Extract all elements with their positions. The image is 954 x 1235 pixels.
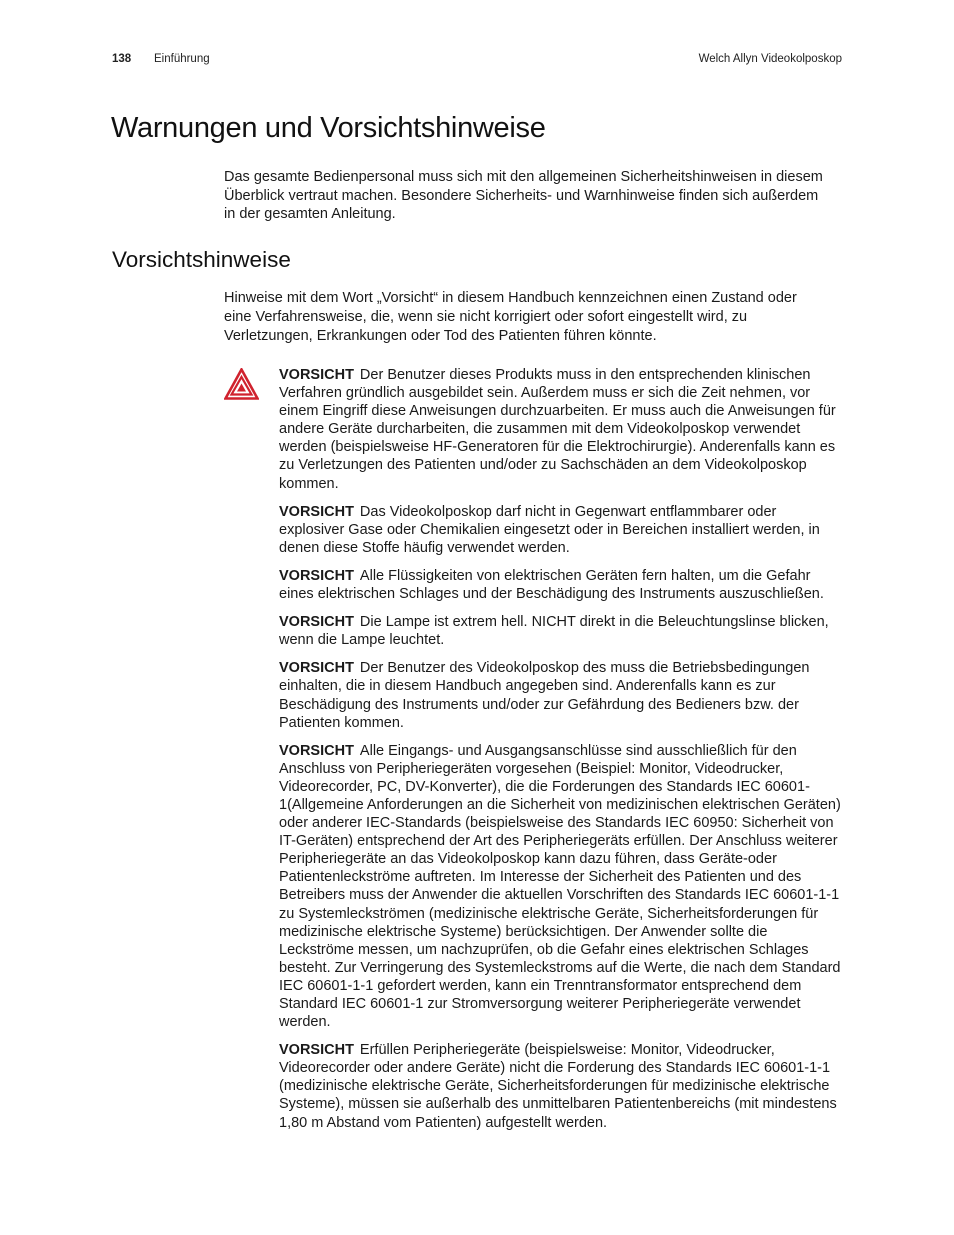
caution-text: Alle Flüssigkeiten von elektrischen Geräten fern halten, um die Gefahr eines elektrischen Schlages und der Beschädigung des Instruments auszuschließen.	[279, 567, 824, 603]
caution-item	[279, 366, 841, 493]
intro-paragraph: Das gesamte Bedienpersonal muss sich mit den allgemeinen Sicherheitshinweisen in diesem Überblick vertraut machen. Besondere Sicherheits- und Warnhinweise finden sich außerdem in der gesamten Anleitung.	[224, 169, 823, 222]
subsection-intro: Hinweise mit dem Wort „Vorsicht“ in diesem Handbuch kennzeichnen einen Zustand oder eine Verfahrensweise, die, wenn sie nicht korrigiert oder sofort eingestellt wird, zu Verletzungen, Erkrankungen oder Tod des Patienten führen könnte.	[224, 290, 797, 344]
caution-label: VORSICHT	[279, 367, 354, 383]
page-title: Warnungen und Vorsichtshinweise	[111, 112, 546, 144]
page-header	[112, 53, 842, 69]
caution-label: VORSICHT	[279, 742, 354, 759]
hazard-warning-triangle-icon	[224, 368, 259, 400]
caution-item	[279, 503, 841, 557]
caution-text: Der Benutzer dieses Produkts muss in den entsprechenden klinischen Verfahren gründlich ausgebildet sein. Außerdem muss er sich die Zeit nehmen, vor einem Eingriff diese Anweisungen durchzuarbeiten. Er muss auch die Anweisungen für andere Geräte durcharbeiten, die zusammen mit dem Videokolposkop verwendet werden (beispielsweise HF-Generatoren für die Elektrochirurgie). Anderenfalls kann es zu Verletzungen des Patienten und/oder zu Sachschäden an dem Videokolposkop kommen.	[279, 367, 836, 492]
caution-item	[279, 1041, 841, 1131]
caution-text: Alle Eingangs- und Ausgangsanschlüsse sind ausschließlich für den Anschluss von Peripheriegeräten vorgesehen (Beispiel: Monitor, Videodrucker, Videorecorder, PC, DV-Konverter), die die Forderungen des Standards IEC 60601-1(Allgemeine Anforderungen an die Sicherheit von medizinischen elektrischen Geräten) oder anderer IEC-Standards (beispielsweise des Standards IEC 60950: Sicherheit von IT-Geräten) entsprechend der Art des Peripheriegeräts erfüllen. Der Anschluss weiterer Peripheriegeräte an das Videokolposkop kann dazu führen, dass Geräte-oder Patientenleckströme auftreten. Im Interesse der Sicherheit des Patienten und des Betreibers muss der Anwender die aktuellen Vorschriften des Standards IEC 60601-1-1 zu Systemleckströmen (medizinische elektrische Geräte, Sicherheitsforderungen für medizinische elektrische Systeme) berücksichtigen. Der Anwender sollte die Leckströme messen, um nachzuprüfen, ob die Gefahr eines elektrischen Schlages besteht. Zur Verringerung des Systemleckstroms auf die Werte, die nach dem Standard IEC 60601-1-1 gefordert werden, kann ein Trenntransformator entsprechend dem Standard IEC 60601-1 zur Stromversorgung weiterer Peripheriegeräte verwendet werden.	[279, 742, 841, 1031]
page-number: 138	[112, 53, 132, 65]
caution-text: Die Lampe ist extrem hell. NICHT direkt in die Beleuchtungslinse blicken, wenn die Lampe leuchtet.	[279, 614, 829, 649]
caution-list	[279, 366, 841, 1142]
caution-item	[279, 742, 841, 1032]
caution-item	[279, 659, 841, 731]
caution-text: Erfüllen Peripheriegeräte (beispielsweise: Monitor, Videodrucker, Videorecorder oder andere Geräte) nicht die Forderung des Standards IEC 60601-1-1 (medizinische elektrische Geräte, Sicherheitsforderungen für medizinische elektrische Systeme), müssen sie außerhalb des unmittelbaren Patientenbereichs (mit mindestens 1,80 m Abstand vom Patienten) aufgestellt werden.	[279, 1042, 837, 1131]
document-name: Welch Allyn Videokolposkop	[698, 53, 842, 65]
caution-label: VORSICHT	[279, 503, 354, 520]
subsection-title: Vorsichtshinweise	[112, 247, 291, 272]
caution-item	[279, 613, 841, 649]
caution-label: VORSICHT	[279, 660, 354, 677]
caution-text: Der Benutzer des Videokolposkop des muss die Betriebsbedingungen einhalten, die in diesem Handbuch angegeben sind. Anderenfalls kann es zur Beschädigung des Instruments und/oder zur Gefährdung des Bedieners bzw. der Patienten kommen.	[279, 660, 810, 731]
caution-item	[279, 567, 841, 603]
caution-text: Das Videokolposkop darf nicht in Gegenwart entflammbarer oder explosiver Gase oder Chemikalien eingesetzt oder in Bereichen installiert werden, in denen diese Stoffe häufig verwendet werden.	[279, 503, 820, 556]
caution-label: VORSICHT	[279, 567, 354, 584]
caution-label: VORSICHT	[279, 1042, 354, 1059]
section-name: Einführung	[154, 53, 210, 65]
caution-label: VORSICHT	[279, 614, 354, 631]
